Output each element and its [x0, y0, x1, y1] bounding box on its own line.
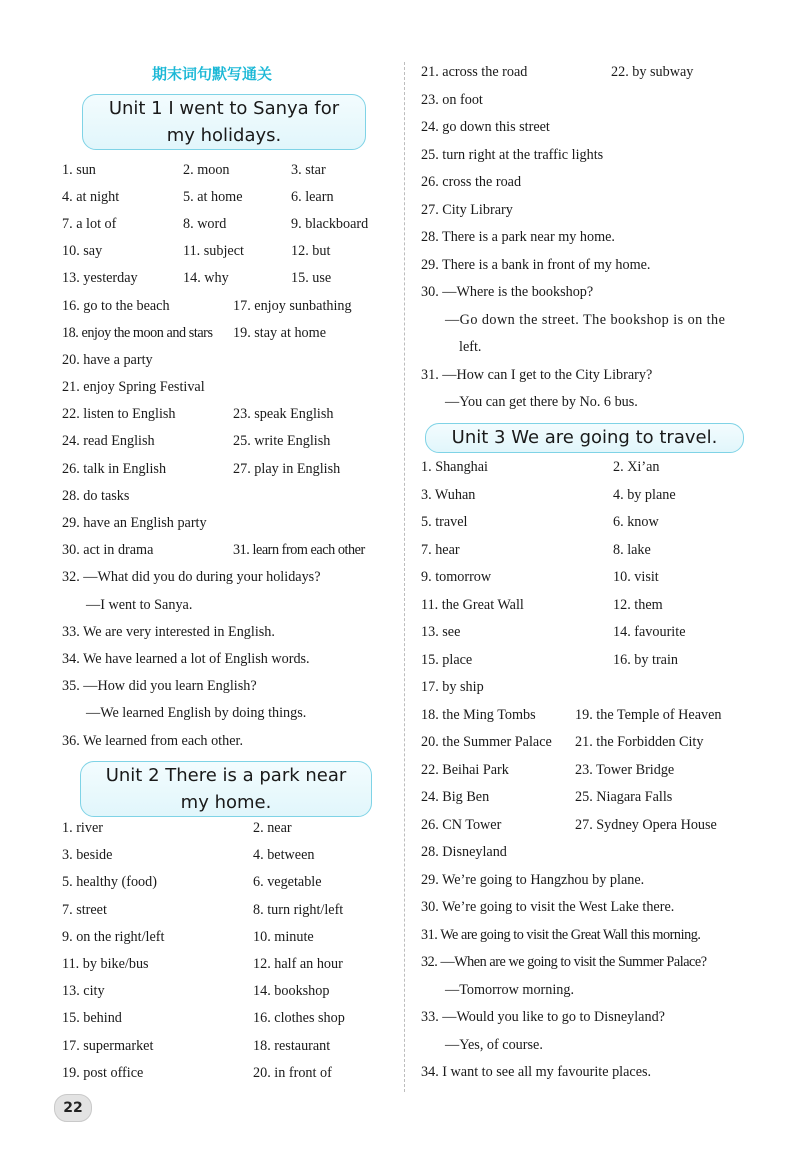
- unit2-banner: [80, 761, 372, 817]
- unit2-banner-line1: Unit 2 There is a park near: [105, 765, 347, 786]
- column-divider: [404, 62, 405, 1092]
- page-number-badge: 22: [54, 1094, 92, 1122]
- unit1-banner-line2: my holidays.: [166, 125, 282, 146]
- unit3-banner: [425, 423, 744, 453]
- unit1-banner: [82, 94, 366, 150]
- unit2-banner-line2: my home.: [180, 792, 272, 813]
- page-title: 期末词句默写通关: [151, 65, 272, 83]
- unit1-banner-line1: Unit 1 I went to Sanya for: [108, 98, 340, 119]
- unit3-banner-line1: Unit 3 We are going to travel.: [451, 427, 718, 448]
